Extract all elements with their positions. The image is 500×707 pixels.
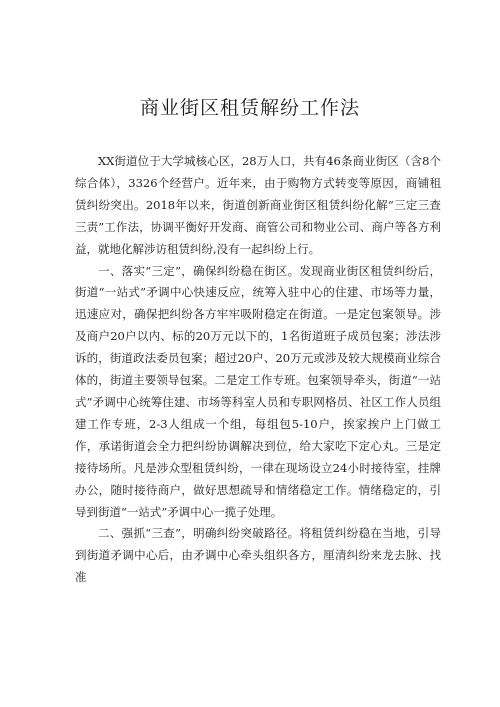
section-two-paragraph: 二、强抓“三查”，明确纠纷突破路径。将租赁纠纷稳在当地，引导到街道矛调中心后，由矛调中心牵头组织各方，厘清纠纷来龙去脉、找准 — [75, 526, 441, 585]
document-body — [75, 151, 441, 589]
intro-paragraph: XX街道位于大学城核心区，28万人口，共有46条商业街区（含8个综合体），3326个经营户。近年来，由于购物方式转变等原因，商铺租赁纠纷突出。2018年以来，街道创新商业街区租赁纠纷化解“三定三查三责”工作法，协调平衡好开发商、商管公司和物业公司、商户等各方利益，就地化解涉访租赁纠纷,没有一起纠纷上行。 — [75, 154, 441, 256]
section-one-paragraph: 一、落实“三定”，确保纠纷稳在街区。发现商业街区租赁纠纷后，街道“一站式”矛调中心快速反应，统筹入驻中心的住建、市场等力量，迅速应对，确保把纠纷各方牢牢吸附稳定在街道。一是定包案领导。涉及商户20户以内、标的20万元以下的，1名街道班子成员包案；涉法涉诉的，街道政法委员包案；超过20户、20万元或涉及较大规模商业综合体的，街道主要领导包案。二是定工作专班。包案领导牵头，街道“一站式”矛调中心统筹住建、市场等科室人员和专职网格员、社区工作人员组建工作专班，2-3人组成一个组，每组包5-10户，挨家挨户上门做工作，承诺街道会全力把纠纷协调解决到位，给大家吃下定心丸。三是定接待场所。凡是涉众型租赁纠纷，一律在现场设立24小时接待室，挂牌办公，随时接待商户，做好思想疏导和情绪稳定工作。情绪稳定的，引导到街道“一站式”矛调中心一揽子处理。 — [75, 263, 441, 519]
document-title: 商业街区租赁解纷工作法 — [139, 97, 360, 119]
